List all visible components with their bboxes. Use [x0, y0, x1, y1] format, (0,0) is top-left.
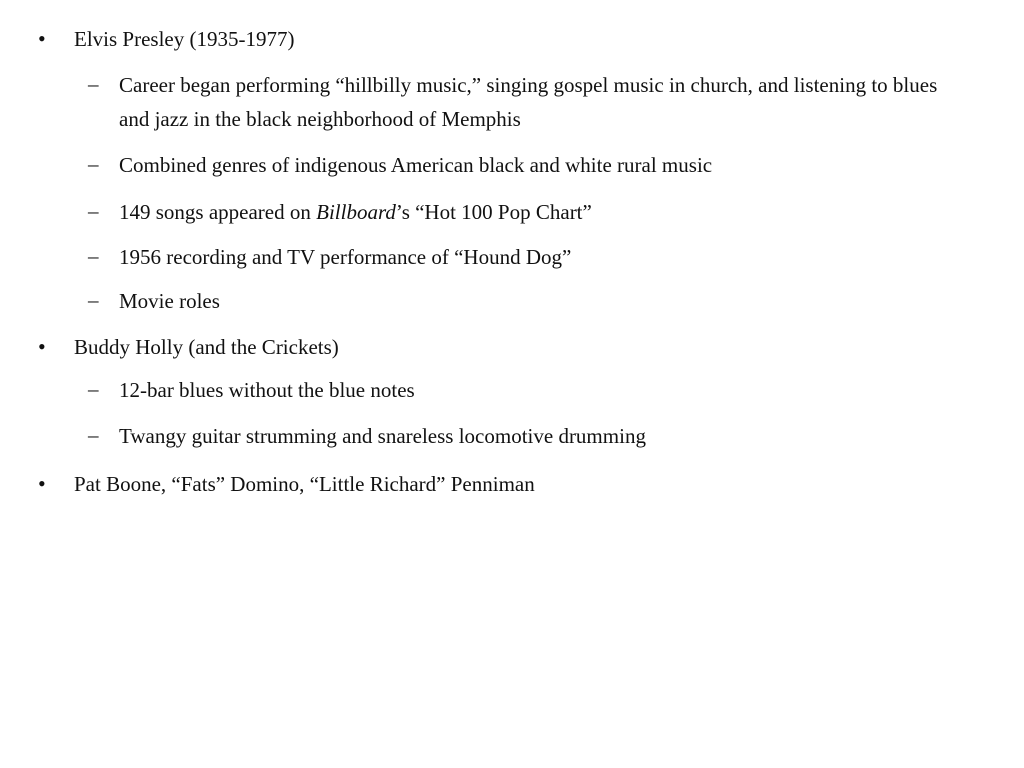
- bullet-marker: •: [38, 26, 46, 51]
- bullet-text: 12-bar blues without the blue notes: [119, 378, 415, 402]
- bullet-text: Buddy Holly (and the Crickets): [74, 335, 339, 359]
- bullet-text: 1956 recording and TV performance of “Hound Dog”: [119, 245, 572, 269]
- bullet-text: Twangy guitar strumming and snareless locomotive drumming: [119, 424, 646, 448]
- bullet-marker: •: [38, 471, 46, 496]
- dash-marker: –: [88, 244, 99, 268]
- bullet-marker: •: [38, 334, 46, 359]
- bullet-text: [119, 195, 969, 229]
- dash-marker: –: [88, 423, 99, 447]
- publication-title: Billboard: [316, 200, 396, 224]
- bullet-text: Career began performing “hillbilly music,” singing gospel music in church, and listening to blues and jazz in the black neighborhood of Memphis: [119, 73, 938, 131]
- dash-marker: –: [88, 377, 99, 401]
- bullet-text: Combined genres of indigenous American black and white rural music: [119, 153, 713, 177]
- dash-marker: –: [88, 72, 99, 96]
- text-segment: 149 songs appeared on: [119, 200, 317, 224]
- text-segment: ’s “Hot 100 Pop Chart”: [395, 200, 592, 224]
- bullet-text: Elvis Presley (1935-1977): [74, 27, 295, 51]
- dash-marker: –: [88, 288, 99, 312]
- bullet-text: Pat Boone, “Fats” Domino, “Little Richard” Penniman: [74, 472, 535, 496]
- dash-marker: –: [88, 199, 99, 223]
- dash-marker: –: [88, 152, 99, 176]
- bullet-text: Movie roles: [119, 289, 220, 313]
